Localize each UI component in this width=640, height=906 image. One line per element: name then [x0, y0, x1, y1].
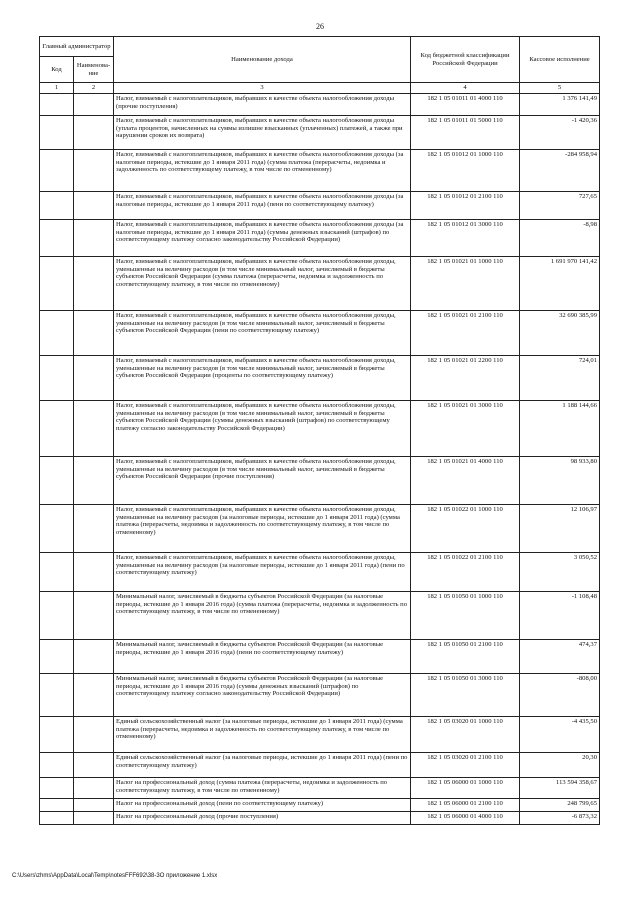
- revenue-description: Налог, взимаемый с налогоплательщиков, выбравших в качестве объекта налогообложения доходы (прочие поступления): [114, 93, 411, 115]
- kbk-code: 182 1 05 06000 01 2100 110: [411, 798, 520, 811]
- kbk-code: 182 1 05 03020 01 1000 110: [411, 716, 520, 752]
- kbk-code: 182 1 05 06000 01 1000 110: [411, 777, 520, 798]
- kbk-code: 182 1 05 01050 01 1000 110: [411, 591, 520, 639]
- kbk-code: 182 1 05 01021 01 2200 110: [411, 355, 520, 400]
- kbk-code: 182 1 05 01012 01 1000 110: [411, 149, 520, 191]
- table-row: [40, 191, 600, 219]
- admin-name-cell: [74, 777, 114, 798]
- revenue-description: Единый сельскохозяйственный налог (за налоговые периоды, истекшие до 1 января 2011 года) (сумма платежа (перерасчеты, недоимка и задолженность по соответствующему платежу, в том числе по отмененному): [114, 716, 411, 752]
- column-index: 5: [520, 83, 600, 94]
- column-index: 4: [411, 83, 520, 94]
- header-admin: Главный администратор: [40, 37, 114, 57]
- kbk-code: 182 1 05 01022 01 2100 110: [411, 552, 520, 591]
- admin-code-cell: [40, 777, 74, 798]
- kbk-code: 182 1 05 01021 01 1000 110: [411, 256, 520, 310]
- execution-amount: 1 376 141,49: [520, 93, 600, 115]
- table-row: [40, 716, 600, 752]
- revenue-description: Налог на профессиональный доход (прочие поступления): [114, 811, 411, 824]
- column-index: 3: [114, 83, 411, 94]
- revenue-description: Налог, взимаемый с налогоплательщиков, выбравших в качестве объекта налогообложения доходы, уменьшенные на величину расходов (за налоговые периоды, истекшие до 1 января 2011 года) (сумма платежа (перерасчеты, недоимка и задолженность по соответствующему платежу, в том числе по отмененному): [114, 504, 411, 552]
- revenue-description: Единый сельскохозяйственный налог (за налоговые периоды, истекшие до 1 января 2011 года) (пени по соответствующему платежу): [114, 752, 411, 777]
- admin-name-cell: [74, 256, 114, 310]
- execution-amount: -1 420,36: [520, 115, 600, 149]
- admin-code-cell: [40, 504, 74, 552]
- admin-code-cell: [40, 591, 74, 639]
- execution-amount: -808,00: [520, 673, 600, 716]
- table-row: [40, 591, 600, 639]
- admin-name-cell: [74, 93, 114, 115]
- execution-amount: -4 435,50: [520, 716, 600, 752]
- admin-code-cell: [40, 355, 74, 400]
- header-description: Наименование дохода: [114, 37, 411, 83]
- admin-code-cell: [40, 310, 74, 355]
- revenue-description: Минимальный налог, зачисляемый в бюджеты субъектов Российской Федерации (за налоговые периоды, истекшие до 1 января 2016 года) (сумма платежа (перерасчеты, недоимка и задолженность по соответствующему платежу, в том числе по отмененному): [114, 591, 411, 639]
- admin-code-cell: [40, 191, 74, 219]
- admin-code-cell: [40, 552, 74, 591]
- execution-amount: 474,37: [520, 639, 600, 673]
- admin-code-cell: [40, 256, 74, 310]
- admin-code-cell: [40, 149, 74, 191]
- admin-name-cell: [74, 639, 114, 673]
- table-row: [40, 115, 600, 149]
- execution-amount: -6 873,32: [520, 811, 600, 824]
- admin-name-cell: [74, 191, 114, 219]
- execution-amount: 727,65: [520, 191, 600, 219]
- table-row: [40, 504, 600, 552]
- revenue-description: Налог на профессиональный доход (пени по соответствующему платежу): [114, 798, 411, 811]
- admin-code-cell: [40, 93, 74, 115]
- kbk-code: 182 1 05 01022 01 1000 110: [411, 504, 520, 552]
- admin-code-cell: [40, 115, 74, 149]
- table-row: [40, 219, 600, 256]
- execution-amount: 98 933,80: [520, 456, 600, 504]
- table-row: [40, 310, 600, 355]
- admin-name-cell: [74, 811, 114, 824]
- admin-name-cell: [74, 504, 114, 552]
- admin-name-cell: [74, 115, 114, 149]
- admin-code-cell: [40, 673, 74, 716]
- admin-code-cell: [40, 639, 74, 673]
- execution-amount: 12 106,97: [520, 504, 600, 552]
- admin-code-cell: [40, 811, 74, 824]
- kbk-code: 182 1 05 01012 01 2100 110: [411, 191, 520, 219]
- column-index: 2: [74, 83, 114, 94]
- revenue-description: Налог, взимаемый с налогоплательщиков, выбравших в качестве объекта налогообложения доходы (уплата процентов, начисленных на суммы излишне взысканных (уплаченных) платежей, а также при нарушении сроков их возврата): [114, 115, 411, 149]
- admin-name-cell: [74, 752, 114, 777]
- admin-name-cell: [74, 219, 114, 256]
- admin-name-cell: [74, 310, 114, 355]
- kbk-code: 182 1 05 01011 01 5000 110: [411, 115, 520, 149]
- admin-name-cell: [74, 456, 114, 504]
- execution-amount: 20,30: [520, 752, 600, 777]
- kbk-code: 182 1 05 06000 01 4000 110: [411, 811, 520, 824]
- execution-amount: 32 690 385,99: [520, 310, 600, 355]
- admin-name-cell: [74, 798, 114, 811]
- revenue-description: Налог, взимаемый с налогоплательщиков, выбравших в качестве объекта налогообложения доходы (за налоговые периоды, истекшие до 1 января 2011 года) (пени по соответствующему платежу): [114, 191, 411, 219]
- table-row: [40, 798, 600, 811]
- revenue-description: Налог на профессиональный доход (сумма платежа (перерасчеты, недоимка и задолженность по соответствующему платежу, в том числе по отмененному): [114, 777, 411, 798]
- admin-code-cell: [40, 716, 74, 752]
- table-row: [40, 149, 600, 191]
- table-row: [40, 639, 600, 673]
- revenue-description: Минимальный налог, зачисляемый в бюджеты субъектов Российской Федерации (за налоговые периоды, истекшие до 1 января 2016 года) (пени по соответствующему платежу): [114, 639, 411, 673]
- table-row: [40, 552, 600, 591]
- admin-name-cell: [74, 716, 114, 752]
- execution-amount: 724,01: [520, 355, 600, 400]
- revenue-table: [39, 36, 600, 825]
- file-path-footer: C:\Users\zhms\AppData\Local\Temp\notesFFF692\38-3O приложение 1.xlsx: [12, 873, 218, 879]
- header-kbk: Код бюджетной классификации Российской Федерации: [411, 37, 520, 83]
- table-row: [40, 456, 600, 504]
- execution-amount: -284 958,94: [520, 149, 600, 191]
- table-row: [40, 93, 600, 115]
- revenue-description: Налог, взимаемый с налогоплательщиков, выбравших в качестве объекта налогообложения доходы, уменьшенные на величину расходов (в том числе минимальный налог, зачисляемый в бюджеты субъектов Российской Федерации (пени по соответствующему платежу): [114, 310, 411, 355]
- table-body: [40, 93, 600, 824]
- admin-code-cell: [40, 798, 74, 811]
- execution-amount: 1 188 144,66: [520, 400, 600, 456]
- kbk-code: 182 1 05 01021 01 3000 110: [411, 400, 520, 456]
- kbk-code: 182 1 05 01021 01 2100 110: [411, 310, 520, 355]
- table-row: [40, 811, 600, 824]
- table-row: [40, 752, 600, 777]
- admin-name-cell: [74, 355, 114, 400]
- revenue-description: Налог, взимаемый с налогоплательщиков, выбравших в качестве объекта налогообложения доходы, уменьшенные на величину расходов (в том числе минимальный налог, зачисляемый в бюджеты субъектов Российской Федерации (сумма платежа (перерасчеты, недоимка и задолженность по соответствующему платежу, в том числе по отмененному): [114, 256, 411, 310]
- admin-code-cell: [40, 400, 74, 456]
- revenue-description: Минимальный налог, зачисляемый в бюджеты субъектов Российской Федерации (за налоговые периоды, истекшие до 1 января 2016 года) (суммы денежных взысканий (штрафов) по соответствующему платежу согласно законодательству Российской Федерации): [114, 673, 411, 716]
- revenue-description: Налог, взимаемый с налогоплательщиков, выбравших в качестве объекта налогообложения доходы, уменьшенные на величину расходов (за налоговые периоды, истекшие до 1 января 2011 года) (пени по соответствующему платежу): [114, 552, 411, 591]
- execution-amount: 248 799,65: [520, 798, 600, 811]
- header-name: Наименова-ние: [74, 57, 114, 83]
- table-row: [40, 355, 600, 400]
- execution-amount: -1 108,48: [520, 591, 600, 639]
- revenue-description: Налог, взимаемый с налогоплательщиков, выбравших в качестве объекта налогообложения доходы, уменьшенные на величину расходов (в том числе минимальный налог, зачисляемый в бюджеты субъектов Российской Федерации (суммы денежных взысканий (штрафов) по соответствующему платежу согласно законодательству Российской Федерации): [114, 400, 411, 456]
- revenue-description: Налог, взимаемый с налогоплательщиков, выбравших в качестве объекта налогообложения доходы, уменьшенные на величину расходов (в том числе минимальный налог, зачисляемый в бюджеты субъектов Российской Федерации (прочие поступления): [114, 456, 411, 504]
- kbk-code: 182 1 05 03020 01 2100 110: [411, 752, 520, 777]
- admin-name-cell: [74, 149, 114, 191]
- kbk-code: 182 1 05 01050 01 3000 110: [411, 673, 520, 716]
- admin-name-cell: [74, 673, 114, 716]
- kbk-code: 182 1 05 01021 01 4000 110: [411, 456, 520, 504]
- admin-code-cell: [40, 219, 74, 256]
- admin-code-cell: [40, 752, 74, 777]
- header-code: Код: [40, 57, 74, 83]
- column-index-row: [40, 83, 600, 94]
- admin-name-cell: [74, 400, 114, 456]
- execution-amount: -8,98: [520, 219, 600, 256]
- execution-amount: 113 594 358,67: [520, 777, 600, 798]
- table-row: [40, 400, 600, 456]
- table-row: [40, 673, 600, 716]
- admin-name-cell: [74, 552, 114, 591]
- kbk-code: 182 1 05 01012 01 3000 110: [411, 219, 520, 256]
- admin-name-cell: [74, 591, 114, 639]
- revenue-description: Налог, взимаемый с налогоплательщиков, выбравших в качестве объекта налогообложения доходы, уменьшенные на величину расходов (в том числе минимальный налог, зачисляемый в бюджеты субъектов Российской Федерации (проценты по соответствующему платежу): [114, 355, 411, 400]
- column-index: 1: [40, 83, 74, 94]
- kbk-code: 182 1 05 01011 01 4000 110: [411, 93, 520, 115]
- header-execution: Кассовое исполнение: [520, 37, 600, 83]
- table-row: [40, 777, 600, 798]
- revenue-description: Налог, взимаемый с налогоплательщиков, выбравших в качестве объекта налогообложения доходы (за налоговые периоды, истекшие до 1 января 2011 года) (суммы денежных взысканий (штрафов) по соответствующему платежу согласно законодательству Российской Федерации): [114, 219, 411, 256]
- execution-amount: 3 050,52: [520, 552, 600, 591]
- page-number: 26: [316, 22, 324, 31]
- execution-amount: 1 691 970 141,42: [520, 256, 600, 310]
- revenue-description: Налог, взимаемый с налогоплательщиков, выбравших в качестве объекта налогообложения доходы (за налоговые периоды, истекшие до 1 января 2011 года) (сумма платежа (перерасчеты, недоимка и задолженность по соответствующему платежу, в том числе по отмененному): [114, 149, 411, 191]
- kbk-code: 182 1 05 01050 01 2100 110: [411, 639, 520, 673]
- table-row: [40, 256, 600, 310]
- admin-code-cell: [40, 456, 74, 504]
